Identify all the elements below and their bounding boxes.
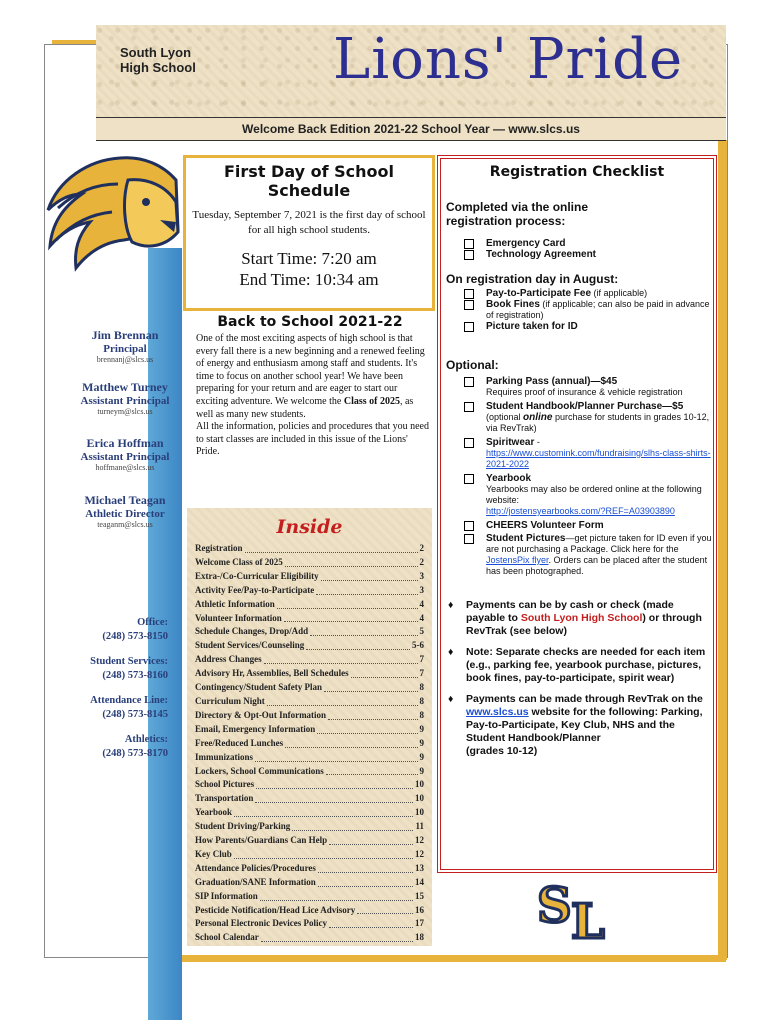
- checkbox-icon[interactable]: [464, 534, 474, 544]
- paragraph-text: One of the most exciting aspects of high school is that every fall there is a new beginning and a renewed feeling of energy and enthusiasm among staff and students. It's time to focus on another school year! We have been preparing for your return and are eager to start our exciting adventure. We welcome the: [196, 333, 425, 407]
- checklist-item: [438, 249, 716, 260]
- item-label: Technology Agreement: [486, 249, 597, 260]
- end-time: End Time: 10:34 am: [239, 270, 379, 289]
- newsletter-title: Lions' Pride: [333, 27, 684, 92]
- toc-entry[interactable]: [195, 876, 424, 890]
- toc-leader: [324, 681, 417, 692]
- item-note: (if applicable): [591, 288, 648, 298]
- staff-role: Athletic Director: [85, 508, 165, 520]
- staff-role: Principal: [103, 343, 147, 355]
- start-time: Start Time: 7:20 am: [241, 249, 377, 268]
- toc-leader: [277, 598, 418, 609]
- toc-entry-page: 16: [415, 904, 424, 915]
- toc-entry-title: Attendance Policies/Procedures: [195, 862, 316, 873]
- toc-entry[interactable]: [195, 612, 424, 626]
- toc-entry-title: Personal Electronic Devices Policy: [195, 918, 328, 929]
- phone-entry: [48, 733, 168, 761]
- toc-leader: [317, 723, 417, 734]
- toc-entry[interactable]: [195, 931, 424, 945]
- note-text: Payments can be made through RevTrak on the: [466, 693, 703, 705]
- checkbox-icon[interactable]: [464, 474, 474, 484]
- toc-entry-page: 14: [415, 876, 424, 887]
- item-note: . Orders can be placed after the student has been photographed.: [486, 555, 708, 576]
- item-note: —get picture taken for ID even if you are not purchasing a Package. Click here for the: [486, 533, 712, 554]
- heading-line: Completed via the online: [446, 200, 589, 214]
- checkbox-icon[interactable]: [464, 300, 474, 310]
- toc-entry-page: 11: [415, 821, 424, 832]
- staff-name: Jim Brennan: [91, 328, 159, 342]
- toc-entry-page: 18: [415, 932, 424, 943]
- toc-entry[interactable]: [195, 556, 424, 570]
- phone-label: Student Services:: [90, 656, 168, 667]
- toc-leader: [321, 570, 418, 581]
- toc-entry-page: 15: [415, 890, 424, 901]
- payment-note: [438, 646, 716, 685]
- checkbox-icon[interactable]: [464, 250, 474, 260]
- toc-leader: [328, 709, 417, 720]
- toc-entry[interactable]: [195, 584, 424, 598]
- toc-leader: [256, 778, 413, 789]
- toc-entry-page: 8: [419, 695, 424, 706]
- item-note: online: [523, 412, 553, 423]
- checklist-item: [438, 321, 716, 332]
- payment-note: [438, 693, 716, 758]
- checklist-title: Registration Checklist: [489, 164, 665, 180]
- staff-name: Michael Teagan: [84, 493, 166, 507]
- checkbox-icon[interactable]: [464, 521, 474, 531]
- toc-entry-page: 12: [415, 848, 424, 859]
- staff-email[interactable]: hoffmane@slcs.us: [95, 463, 155, 472]
- toc-entry-title: Lockers, School Communications: [195, 765, 324, 776]
- back-to-school-paragraph: All the information, policies and procedures that you need to start classes are included in this issue of the Lions' Pride.: [196, 421, 429, 458]
- phone-label: Office:: [137, 617, 168, 628]
- toc-entry-title: Student Services/Counseling: [195, 640, 305, 651]
- item-label: Spiritwear: [486, 437, 535, 448]
- toc-entry-page: 9: [419, 737, 424, 748]
- class-of-2025: Class of 2025: [343, 395, 400, 407]
- toc-entry-page: 3: [419, 570, 424, 581]
- item-label: Pay-to-Participate Fee: [486, 288, 592, 299]
- toc-leader: [234, 806, 413, 817]
- staff-entry: [60, 380, 190, 416]
- toc-leader: [357, 904, 413, 915]
- staff-role: Assistant Principal: [80, 451, 170, 463]
- toc-entry-page: 17: [415, 918, 424, 929]
- note-text: ) or through RevTrak (see below): [466, 612, 702, 637]
- note-text: Note: Separate checks are needed for each item (e.g., parking fee, yearbook purchase, pictures, book fines, pay-to-participate, spirit wear): [466, 646, 706, 684]
- toc-entry-title: Email, Emergency Information: [195, 723, 316, 734]
- toc-entry-title: Directory & Opt-Out Information: [195, 709, 327, 720]
- toc-entry-page: 3: [419, 584, 424, 595]
- toc-list: [187, 542, 432, 945]
- toc-entry-page: 9: [419, 765, 424, 776]
- toc-leader: [245, 542, 418, 553]
- toc-entry[interactable]: [195, 667, 424, 681]
- toc-entry-page: 5: [419, 626, 424, 637]
- toc-entry[interactable]: [195, 570, 424, 584]
- checklist-heading: On registration day in August:: [446, 272, 619, 286]
- toc-leader: [318, 862, 413, 873]
- toc-entry-title: Key Club: [195, 848, 232, 859]
- toc-entry[interactable]: [195, 848, 424, 862]
- toc-entry[interactable]: [195, 917, 424, 931]
- note-text: Payments can be by cash or check (made payable to: [466, 599, 674, 624]
- toc-entry[interactable]: [195, 862, 424, 876]
- registration-checklist: [437, 155, 717, 873]
- toc-entry-page: 13: [415, 862, 424, 873]
- inside-toc-box: [187, 508, 432, 946]
- toc-leader: [267, 695, 418, 706]
- toc-leader: [329, 917, 413, 928]
- item-label: CHEERS Volunteer Form: [486, 520, 604, 531]
- school-name-line: South Lyon: [120, 45, 192, 60]
- toc-leader: [310, 625, 417, 636]
- first-day-box: [183, 155, 435, 311]
- checklist-item: [438, 401, 716, 434]
- toc-entry-page: 2: [419, 543, 424, 553]
- checkbox-icon[interactable]: [464, 402, 474, 412]
- item-note: purchase for students in grades 10-12, via RevTrak): [486, 412, 710, 433]
- toc-entry[interactable]: [195, 778, 424, 792]
- toc-entry-page: 12: [415, 835, 424, 846]
- toc-entry-title: Yearbook: [195, 807, 233, 818]
- toc-entry[interactable]: [195, 820, 424, 834]
- toc-entry-title: Volunteer Information: [195, 612, 282, 623]
- staff-name: Matthew Turney: [82, 380, 168, 394]
- first-day-date: Tuesday, September 7, 2021 is the first day of school for all high school students.: [192, 209, 426, 236]
- phone-label: Athletics:: [124, 734, 168, 745]
- toc-entry-page: 9: [419, 751, 424, 762]
- toc-entry[interactable]: [195, 737, 424, 751]
- item-label: Emergency Card: [486, 238, 566, 249]
- staff-entry: [60, 493, 190, 529]
- checkbox-icon[interactable]: [464, 438, 474, 448]
- item-label: Student Handbook/Planner Purchase—$5: [486, 401, 684, 412]
- toc-leader: [292, 820, 413, 831]
- back-to-school-paragraph: [196, 333, 430, 421]
- toc-entry[interactable]: [195, 904, 424, 918]
- logo-letter-l: L: [571, 894, 605, 944]
- toc-leader: [306, 639, 410, 650]
- note-highlight: South Lyon High School: [520, 612, 643, 624]
- toc-leader: [255, 751, 417, 762]
- staff-name: Erica Hoffman: [86, 436, 164, 450]
- phone-entry: [48, 616, 168, 644]
- toc-entry-page: 10: [415, 779, 424, 790]
- toc-entry-title: Graduation/SANE Information: [195, 876, 316, 887]
- toc-entry-page: 8: [419, 709, 424, 720]
- item-note: (optional: [486, 412, 524, 422]
- item-label: Student Pictures: [486, 533, 566, 544]
- toc-leader: [260, 890, 413, 901]
- toc-entry-page: 8: [419, 682, 424, 693]
- toc-entry-page: 7: [419, 654, 424, 665]
- first-day-title-line: Schedule: [267, 181, 351, 200]
- sl-logo-icon: [535, 870, 613, 944]
- paragraph-text: , as well as many new students.: [196, 395, 414, 420]
- item-note: Requires proof of insurance & vehicle registration: [486, 387, 683, 397]
- toc-leader: [255, 792, 413, 803]
- toc-entry-page: 10: [415, 807, 424, 818]
- toc-entry[interactable]: [195, 890, 424, 904]
- checklist-item: [438, 437, 716, 470]
- school-name: [120, 45, 196, 75]
- staff-entry: [60, 436, 190, 472]
- bullet-icon: ♦: [448, 646, 454, 658]
- payment-notes: [438, 599, 716, 758]
- toc-leader: [316, 584, 417, 595]
- toc-leader: [329, 834, 413, 845]
- toc-entry[interactable]: [195, 834, 424, 848]
- logo-letter-s: S: [537, 878, 572, 934]
- toc-entry-page: 5-6: [412, 640, 424, 651]
- checklist-item: [438, 376, 716, 398]
- toc-entry-title: How Parents/Guardians Can Help: [195, 835, 328, 846]
- checkbox-icon[interactable]: [464, 377, 474, 387]
- toc-entry-title: Registration: [195, 543, 243, 553]
- toc-entry[interactable]: [195, 751, 424, 765]
- toc-entry-title: Address Changes: [195, 654, 262, 665]
- toc-entry-title: Transportation: [195, 793, 254, 804]
- toc-leader: [351, 667, 418, 678]
- lion-mascot-icon: [28, 150, 188, 280]
- toc-leader: [264, 653, 418, 664]
- toc-entry[interactable]: [195, 625, 424, 639]
- staff-entry: [60, 328, 190, 364]
- staff-role: Assistant Principal: [80, 395, 170, 407]
- toc-leader: [326, 765, 418, 776]
- toc-leader: [285, 556, 418, 567]
- yearbook-link[interactable]: http://jostensyearbooks.com/?REF=A03903890: [486, 506, 675, 516]
- decor-gold-bar: [178, 955, 726, 962]
- toc-leader: [234, 848, 413, 859]
- toc-leader: [261, 931, 413, 942]
- toc-entry-page: 7: [419, 668, 424, 679]
- phone-number: (248) 573-8150: [102, 631, 168, 642]
- toc-entry-title: Welcome Class of 2025: [195, 556, 283, 567]
- toc-entry[interactable]: [195, 792, 424, 806]
- phone-number: (248) 573-8170: [102, 748, 168, 759]
- toc-entry-title: Curriculum Night: [195, 695, 265, 706]
- toc-entry-title: Pesticide Notification/Head Lice Advisory: [195, 904, 356, 915]
- start-end-times: [186, 248, 432, 290]
- note-text: (grades 10-12): [466, 745, 538, 757]
- first-day-title-line: First Day of School: [223, 162, 395, 181]
- item-label: Parking Pass (annual)—$45: [486, 376, 618, 387]
- phone-number: (248) 573-8160: [102, 670, 168, 681]
- toc-entry-page: 10: [415, 793, 424, 804]
- edition-line: Welcome Back Edition 2021-22 School Year — www.slcs.us: [96, 117, 726, 141]
- bullet-icon: ♦: [448, 693, 454, 705]
- checkbox-icon[interactable]: [464, 239, 474, 249]
- checklist-item: [438, 238, 716, 249]
- toc-entry[interactable]: [195, 681, 424, 695]
- toc-entry-page: 4: [419, 612, 424, 623]
- toc-entry-title: School Calendar: [195, 932, 259, 943]
- item-note: Yearbooks may also be ordered online at the following website:: [486, 484, 702, 505]
- phone-label: Attendance Line:: [90, 695, 168, 706]
- payment-note: [438, 599, 716, 638]
- phone-entry: [48, 694, 168, 722]
- decor-gold-bar: [718, 140, 727, 960]
- slcs-link[interactable]: www.slcs.us: [466, 706, 529, 718]
- checklist-heading: Optional:: [446, 358, 499, 372]
- school-name-line: High School: [120, 60, 196, 75]
- toc-entry[interactable]: [195, 709, 424, 723]
- toc-entry[interactable]: [195, 598, 424, 612]
- phone-entry: [48, 655, 168, 683]
- toc-entry-title: Immunizations: [195, 751, 254, 762]
- checklist-heading: [438, 200, 716, 228]
- toc-entry-title: Student Driving/Parking: [195, 821, 291, 832]
- toc-entry-page: 4: [419, 598, 424, 609]
- first-day-title: [186, 162, 432, 200]
- toc-leader: [284, 612, 418, 623]
- item-label: Picture taken for ID: [486, 321, 578, 332]
- staff-email[interactable]: turneym@slcs.us: [97, 407, 153, 416]
- phone-number: (248) 573-8145: [102, 709, 168, 720]
- heading-line: registration process:: [446, 214, 566, 228]
- item-label: Book Fines: [486, 299, 540, 310]
- toc-entry-title: Athletic Information: [195, 598, 275, 609]
- toc-entry-page: 9: [419, 723, 424, 734]
- toc-entry-title: Free/Reduced Lunches: [195, 737, 284, 748]
- checkbox-icon[interactable]: [464, 289, 474, 299]
- toc-entry-title: Contingency/Student Safety Plan: [195, 682, 323, 693]
- toc-entry-title: Schedule Changes, Drop/Add: [195, 626, 309, 637]
- toc-entry-title: Advisory Hr, Assemblies, Bell Schedules: [195, 668, 349, 679]
- item-note: (if applicable; can also be paid in advance of registration): [486, 299, 710, 320]
- toc-entry-title: SIP Information: [195, 890, 258, 901]
- checklist-item: [438, 299, 716, 321]
- toc-leader: [285, 737, 417, 748]
- bullet-icon: ♦: [448, 599, 454, 611]
- inside-title: Inside: [276, 516, 343, 538]
- note-text: website for the following: Parking, Pay-to-Participate, Key Club, NHS and the Student Handbook/Planner: [466, 706, 703, 744]
- item-label: Yearbook: [486, 473, 532, 484]
- toc-entry[interactable]: [195, 806, 424, 820]
- toc-entry[interactable]: [195, 723, 424, 737]
- toc-entry-title: Activity Fee/Pay-to-Participate: [195, 584, 315, 595]
- toc-entry[interactable]: [195, 695, 424, 709]
- item-note: -: [534, 437, 540, 447]
- toc-entry-title: Extra-/Co-Curricular Eligibility: [195, 570, 319, 581]
- toc-entry[interactable]: [195, 639, 424, 653]
- toc-entry[interactable]: [195, 765, 424, 779]
- back-to-school-title: Back to School 2021-22: [217, 314, 403, 330]
- checklist-item: [438, 288, 716, 299]
- checklist-item: [438, 533, 716, 577]
- spiritwear-link[interactable]: https://www.customink.com/fundraising/slhs-class-shirts-2021-2022: [486, 448, 711, 469]
- staff-email[interactable]: teaganm@slcs.us: [97, 520, 153, 529]
- toc-entry[interactable]: [195, 653, 424, 667]
- jostenspix-link[interactable]: JostensPix flyer: [486, 555, 549, 565]
- toc-entry-title: School Pictures: [195, 779, 255, 790]
- back-to-school-body: [196, 333, 430, 459]
- toc-entry[interactable]: [195, 542, 424, 556]
- checklist-item: [438, 473, 716, 517]
- checkbox-icon[interactable]: [464, 322, 474, 332]
- toc-leader: [318, 876, 413, 887]
- checklist-item: [438, 520, 716, 531]
- staff-email[interactable]: brennanj@slcs.us: [96, 355, 154, 364]
- toc-entry-page: 2: [419, 556, 424, 567]
